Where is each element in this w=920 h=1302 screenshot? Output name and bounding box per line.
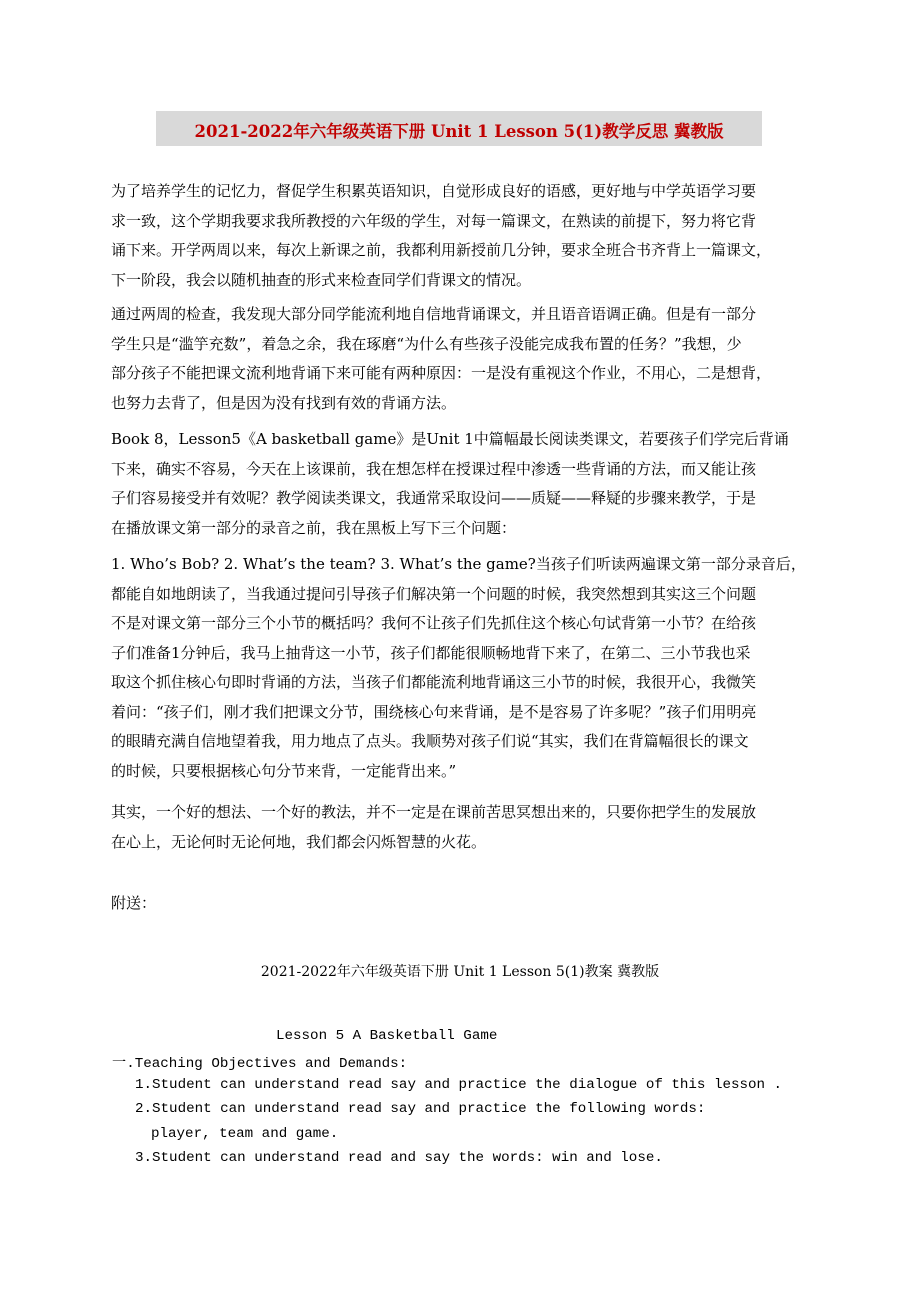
text-line: 的时候，只要根据核心句分节来背，一定能背出来。” (111, 761, 457, 780)
text-line: 诵下来。开学两周以来，每次上新课之前，我都利用新授前几分钟，要求全班合书齐背上一篇课文， (111, 241, 772, 259)
text-line: 部分孩子不能把课文流利地背诵下来可能有两种原因：一是没有重视这个作业，不用心，二是想背， (111, 364, 772, 382)
text-line: 求一致，这个学期我要求我所教授的六年级的学生，对每一篇课文，在熟读的前提下，努力将它背 (111, 211, 757, 230)
paragraph-2 (111, 300, 811, 418)
objective-item: 2.Student can understand read say and practice the following words: (135, 1101, 706, 1117)
text-line: 学生只是“滥竽充数”，着急之余，我在琢磨“为什么有些孩子没能完成我布置的任务？”我想，少 (111, 334, 742, 353)
objective-item: 3.Student can understand read and say the words: win and lose. (135, 1150, 663, 1166)
paragraph-1 (111, 177, 811, 295)
objective-item-continuation: player, team and game. (151, 1126, 339, 1142)
paragraph-5 (111, 798, 811, 857)
text-line: 子们容易接受并有效呢？教学阅读类课文，我通常采取设问——质疑——释疑的步骤来教学，于是 (111, 489, 757, 507)
objective-item: 1.Student can understand read say and practice the dialogue of this lesson . (135, 1077, 783, 1093)
paragraph-3 (111, 425, 811, 543)
appendix-title: 2021-2022年六年级英语下册 Unit 1 Lesson 5(1)教案 冀教版 (260, 964, 660, 980)
text-line: 1. Who’s Bob? 2. What’s the team? 3. What’s the game?当孩子们听读两遍课文第一部分录音后， (111, 555, 806, 573)
text-line: 都能自如地朗读了，当我通过提问引导孩子们解决第一个问题的时候，我突然想到其实这三个问题 (111, 584, 757, 603)
text-line: 下来，确实不容易，今天在上该课前，我在想怎样在授课过程中渗透一些背诵的方法，而又能让孩 (111, 459, 757, 478)
text-line: 通过两周的检查，我发现大部分同学能流利地自信地背诵课文，并且语音语调正确。但是有一部分 (111, 305, 757, 323)
text-line: 取这个抓住核心句即时背诵的方法，当孩子们都能流利地背诵这三小节的时候，我很开心，我微笑 (111, 673, 757, 691)
text-line: 不是对课文第一部分三个小节的概括吗？我何不让孩子们先抓住这个核心句试背第一小节？在给孩 (111, 614, 757, 632)
text-line: 其实，一个好的想法、一个好的教法，并不一定是在课前苦思冥想出来的，只要你把学生的发展放 (111, 803, 757, 821)
text-line: 在播放课文第一部分的录音之前，我在黑板上写下三个问题： (111, 518, 517, 537)
appendix-label: 附送： (111, 894, 157, 912)
text-line: 着问：“孩子们，刚才我们把课文分节，围绕核心句来背诵，是不是容易了许多呢？”孩子们用明亮 (111, 702, 757, 721)
objectives-heading: 一.Teaching Objectives and Demands: (112, 1056, 408, 1072)
text-line: 的眼睛充满自信地望着我，用力地点了点头。我顺势对孩子们说“其实，我们在背篇幅很长的课文 (111, 732, 749, 750)
text-line: 下一阶段，我会以随机抽查的形式来检查同学们背课文的情况。 (111, 270, 532, 289)
document-title: 2021-2022年六年级英语下册 Unit 1 Lesson 5(1)教学反思 冀教版 (194, 122, 724, 141)
text-line: 为了培养学生的记忆力，督促学生积累英语知识，自觉形成良好的语感，更好地与中学英语学习要 (111, 182, 757, 200)
text-line: 在心上，无论何时无论何地，我们都会闪烁智慧的火花。 (111, 832, 487, 851)
text-line: 也努力去背了，但是因为没有找到有效的背诵方法。 (111, 393, 457, 412)
lesson-title: Lesson 5 A Basketball Game (276, 1028, 498, 1044)
paragraph-4 (111, 550, 811, 786)
text-line: Book 8，Lesson5《A basketball game》是Unit 1中篇幅最长阅读类课文，若要孩子们学完后背诵 (111, 430, 789, 448)
text-line: 子们准备1分钟后，我马上抽背这一小节，孩子们都能很顺畅地背下来了，在第二、三小节我也采 (111, 643, 751, 662)
